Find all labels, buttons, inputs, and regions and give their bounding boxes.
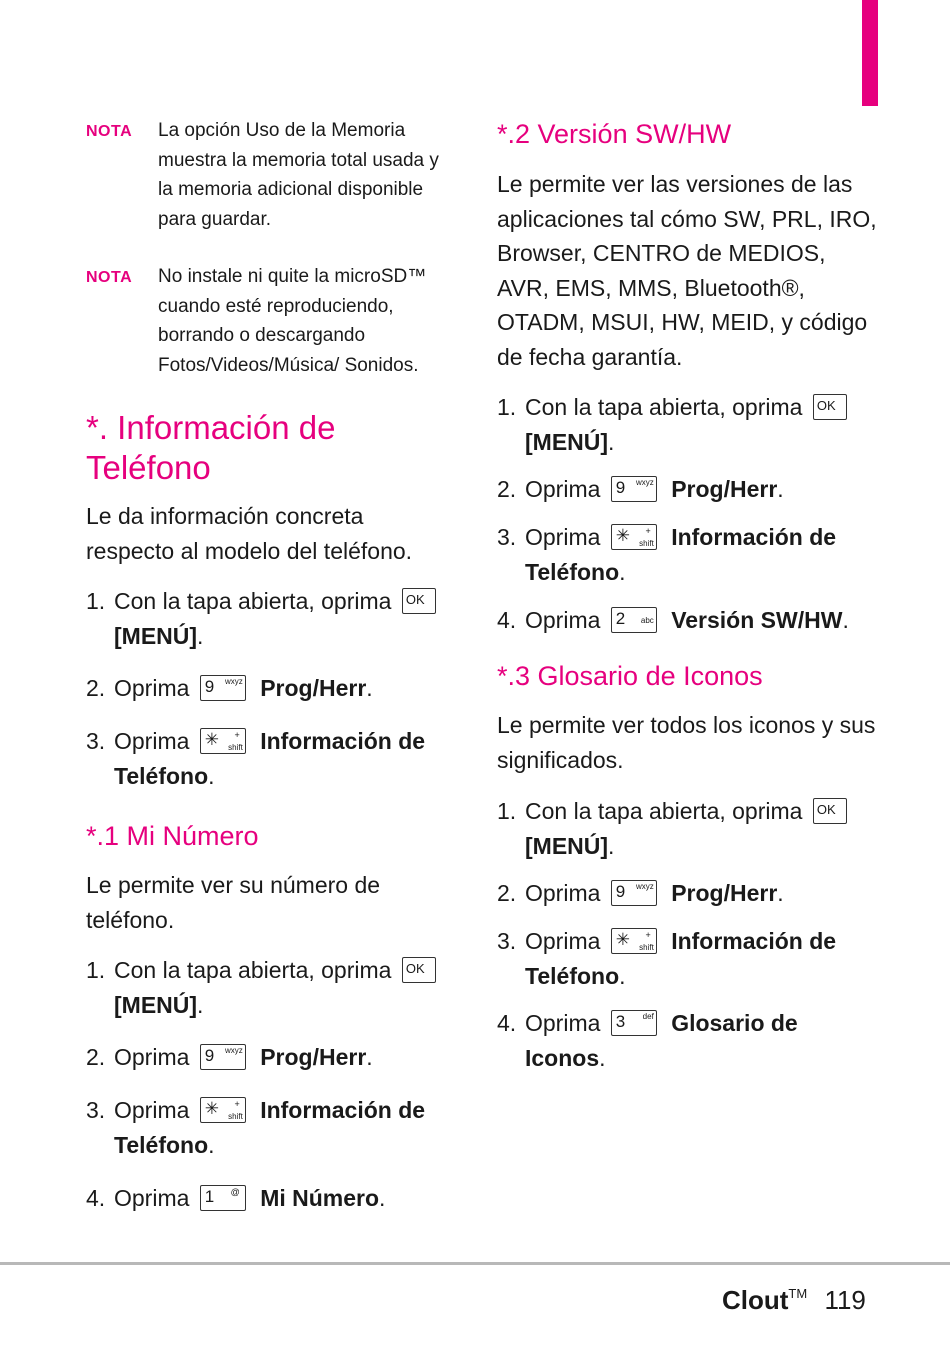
key-label: 2 xyxy=(615,608,626,628)
ok-key-icon xyxy=(402,588,436,614)
step-action: Información de Teléfono xyxy=(114,728,426,789)
key-label: OK xyxy=(405,960,425,976)
step-text: Oprima xyxy=(525,1010,601,1036)
step-number: 2. xyxy=(86,675,106,701)
star-shift-key-icon xyxy=(611,928,657,954)
step-number: 1. xyxy=(86,588,106,614)
note-memory xyxy=(86,116,456,234)
step-number: 1. xyxy=(86,957,106,983)
key-label: ✳ xyxy=(615,525,631,545)
key-label: 1 xyxy=(204,1186,215,1206)
section-intro: Le permite ver su número de teléfono. xyxy=(86,872,381,933)
step-text: Oprima xyxy=(114,728,190,754)
step-text: Con la tapa abierta, oprima xyxy=(114,588,392,614)
key-sublabel: wxyz xyxy=(225,1045,243,1055)
step-suffix: . xyxy=(366,1044,373,1070)
key-sublabel: shift xyxy=(228,742,243,752)
step-action: Prog/Herr xyxy=(671,880,778,906)
page-number: 119 xyxy=(824,1285,866,1315)
step-action: [MENÚ] xyxy=(114,622,198,649)
step-number: 4. xyxy=(497,1010,517,1036)
section-title-version: *.2 Versión SW/HW xyxy=(497,119,732,149)
key-label: 3 xyxy=(615,1011,626,1031)
step-action: [MENÚ] xyxy=(525,428,609,455)
step-action: [MENÚ] xyxy=(114,991,198,1018)
brand-name: Clout xyxy=(722,1285,789,1315)
key-label: 9 xyxy=(204,676,215,696)
section-title-glosario: *.3 Glosario de Iconos xyxy=(497,661,763,691)
step-number: 2. xyxy=(86,1044,106,1070)
step-item xyxy=(86,671,456,706)
key-symbol: + xyxy=(645,929,651,940)
key-sublabel: wxyz xyxy=(225,676,243,686)
step-number: 4. xyxy=(86,1185,106,1211)
note-label: NOTA xyxy=(86,269,133,286)
step-action: Información de Teléfono xyxy=(525,928,837,989)
note-microsd xyxy=(86,262,456,380)
step-text: Oprima xyxy=(114,1185,190,1211)
step-text: Con la tapa abierta, oprima xyxy=(114,957,392,983)
key-sublabel: wxyz xyxy=(636,477,654,487)
step-action: Glosario de Iconos xyxy=(525,1010,798,1071)
section-intro: Le da información concreta respecto al modelo del teléfono. xyxy=(86,503,413,564)
step-suffix: . xyxy=(608,832,615,859)
step-number: 1. xyxy=(497,394,517,420)
section-title-info xyxy=(86,408,456,488)
key-symbol: @ xyxy=(230,1186,240,1197)
step-suffix: . xyxy=(197,622,204,649)
step-suffix: . xyxy=(619,962,626,989)
step-item xyxy=(497,876,877,911)
step-number: 3. xyxy=(86,1097,106,1123)
key-symbol: + xyxy=(234,1098,240,1109)
title-line: Teléfono xyxy=(86,449,211,486)
step-item xyxy=(86,953,456,1022)
step-suffix: . xyxy=(208,1131,215,1158)
key-sublabel: shift xyxy=(639,942,654,952)
key-label: 9 xyxy=(615,477,626,497)
step-item xyxy=(86,1040,456,1075)
step-text: Oprima xyxy=(114,1097,190,1123)
section-intro: Le permite ver todos los iconos y sus significados. xyxy=(497,712,876,773)
key-sublabel: shift xyxy=(228,1111,243,1121)
step-text: Oprima xyxy=(525,607,601,633)
step-action: Prog/Herr xyxy=(671,476,778,502)
9-wxyz-key-icon xyxy=(200,675,246,701)
key-sublabel: abc xyxy=(640,615,654,625)
step-number: 2. xyxy=(497,476,517,502)
step-text: Con la tapa abierta, oprima xyxy=(525,394,803,420)
step-suffix: . xyxy=(777,880,784,906)
step-suffix: . xyxy=(208,762,215,789)
key-label: OK xyxy=(816,397,836,413)
key-label: OK xyxy=(405,591,425,607)
step-suffix: . xyxy=(842,607,849,633)
step-number: 4. xyxy=(497,607,517,633)
key-symbol: + xyxy=(234,729,240,740)
step-action: Prog/Herr xyxy=(260,675,367,701)
key-label: ✳ xyxy=(204,1098,220,1118)
step-text: Oprima xyxy=(525,880,601,906)
step-text: Oprima xyxy=(525,928,601,954)
9-wxyz-key-icon xyxy=(611,476,657,502)
note-label: NOTA xyxy=(86,123,133,140)
1-voicemail-key-icon xyxy=(200,1185,246,1211)
step-item xyxy=(497,924,877,993)
step-text: Oprima xyxy=(114,1044,190,1070)
step-action: Información de Teléfono xyxy=(114,1097,426,1158)
step-suffix: . xyxy=(777,476,784,502)
section-tab-marker xyxy=(862,0,878,106)
ok-key-icon xyxy=(813,394,847,420)
step-action: Versión SW/HW xyxy=(671,607,843,633)
step-action: Mi Número xyxy=(260,1185,380,1211)
key-sublabel: shift xyxy=(639,538,654,548)
trademark: TM xyxy=(788,1286,808,1301)
key-label: OK xyxy=(816,801,836,817)
step-suffix: . xyxy=(619,558,626,585)
step-item xyxy=(86,1181,456,1216)
step-suffix: . xyxy=(599,1044,606,1071)
key-sublabel: wxyz xyxy=(636,881,654,891)
step-item xyxy=(86,584,456,653)
3-def-key-icon xyxy=(611,1010,657,1036)
step-suffix: . xyxy=(197,991,204,1018)
step-number: 3. xyxy=(497,524,517,550)
step-item xyxy=(86,724,456,793)
title-line: *. Información de xyxy=(86,409,336,446)
ok-key-icon xyxy=(402,957,436,983)
step-action: Prog/Herr xyxy=(260,1044,367,1070)
step-number: 3. xyxy=(86,728,106,754)
key-symbol: + xyxy=(645,525,651,536)
step-item xyxy=(497,794,877,863)
9-wxyz-key-icon xyxy=(200,1044,246,1070)
step-item xyxy=(497,1006,877,1075)
step-action: Información de Teléfono xyxy=(525,524,837,585)
step-item xyxy=(86,1093,456,1162)
step-number: 3. xyxy=(497,928,517,954)
step-number: 2. xyxy=(497,880,517,906)
step-item xyxy=(497,603,877,638)
page-footer xyxy=(722,1278,866,1316)
key-label: ✳ xyxy=(615,929,631,949)
step-suffix: . xyxy=(366,675,373,701)
step-text: Oprima xyxy=(525,476,601,502)
step-number: 1. xyxy=(497,798,517,824)
note-text: La opción Uso de la Memoria muestra la memoria total usada y la memoria adicional disponible para guardar. xyxy=(158,120,439,230)
step-suffix: . xyxy=(608,428,615,455)
step-text: Oprima xyxy=(114,675,190,701)
step-suffix: . xyxy=(379,1185,386,1211)
key-label: 9 xyxy=(204,1045,215,1065)
step-item xyxy=(497,390,877,459)
9-wxyz-key-icon xyxy=(611,880,657,906)
ok-key-icon xyxy=(813,798,847,824)
step-text: Oprima xyxy=(525,524,601,550)
note-text: No instale ni quite la microSD™ cuando esté reproduciendo, borrando o descargando Fotos/Videos/Música/ Sonidos. xyxy=(158,266,427,376)
2-abc-key-icon xyxy=(611,607,657,633)
star-shift-key-icon xyxy=(200,1097,246,1123)
section-intro: Le permite ver las versiones de las aplicaciones tal cómo SW, PRL, IRO, Browser, CENTRO de MEDIOS, AVR, EMS, MMS, Bluetooth®, OTADM, MSUI, HW, MEID, y código de fecha garantía. xyxy=(497,171,877,370)
footer-divider xyxy=(0,1262,950,1265)
step-item xyxy=(497,472,877,507)
key-label: ✳ xyxy=(204,729,220,749)
key-sublabel: def xyxy=(642,1011,654,1021)
key-label: 9 xyxy=(615,881,626,901)
step-item xyxy=(497,520,877,589)
section-title-mi-numero: *.1 Mi Número xyxy=(86,821,259,851)
step-action: [MENÚ] xyxy=(525,832,609,859)
star-shift-key-icon xyxy=(200,728,246,754)
star-shift-key-icon xyxy=(611,524,657,550)
step-text: Con la tapa abierta, oprima xyxy=(525,798,803,824)
